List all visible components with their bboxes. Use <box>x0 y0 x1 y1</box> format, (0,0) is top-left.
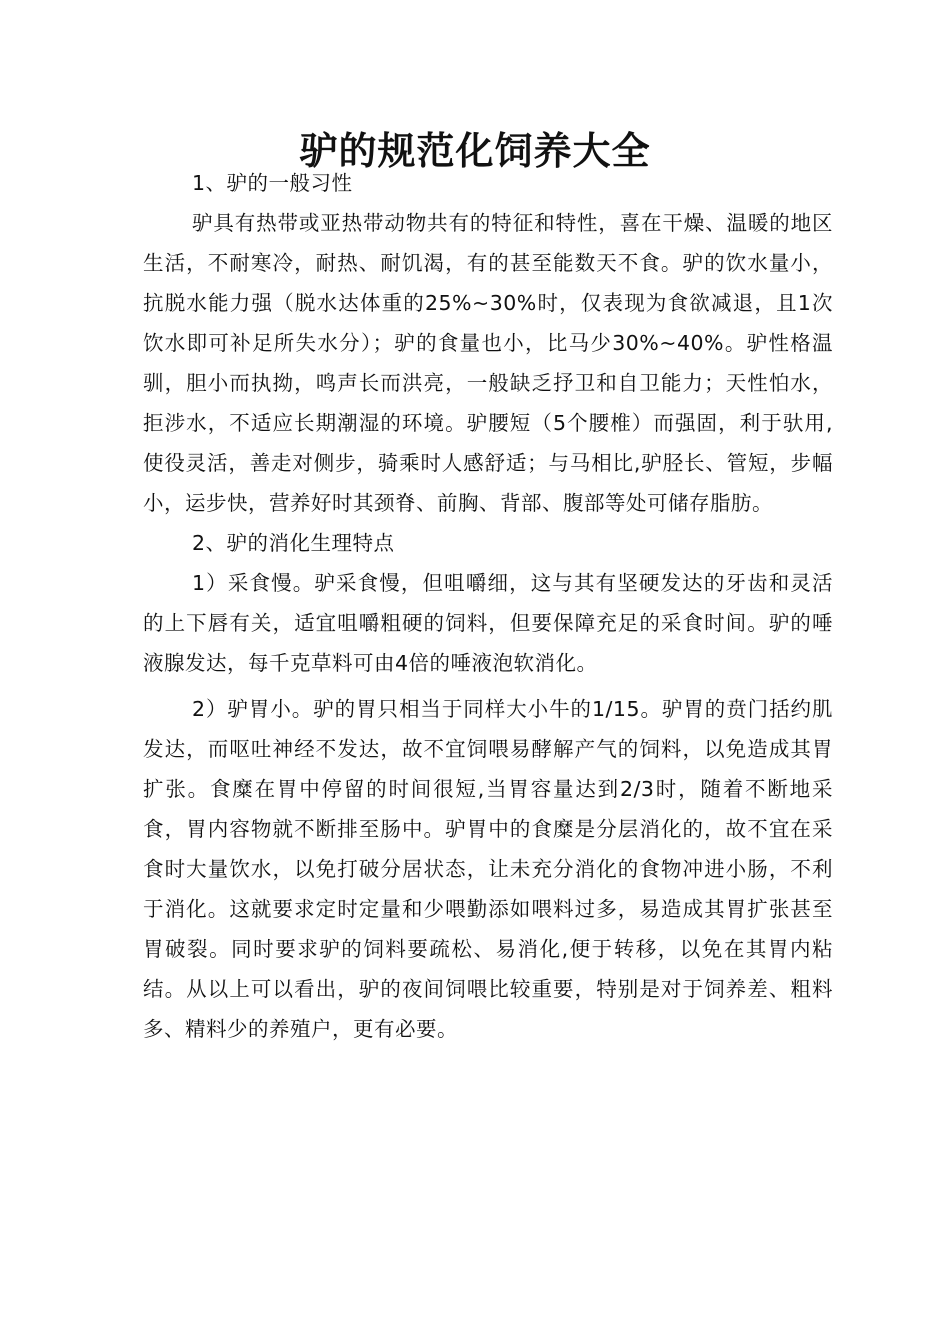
section-heading-digestion: 2、驴的消化生理特点 <box>192 531 395 555</box>
document-title: 驴的规范化饲养大全 <box>299 128 651 174</box>
paragraph-habits: 驴具有热带或亚热带动物共有的特征和特性，喜在干燥、温暖的地区生活，不耐寒冷，耐热、耐饥渴，有的甚至能数天不食。驴的饮水量小，抗脱水能力强（脱水达体重的25%~30%时，仅表现为食欲减退，且1次饮水即可补足所失水分）；驴的食量也小，比马少30%~40%。驴性格温驯，胆小而执拗，鸣声长而洪亮，一般缺乏抒卫和自卫能力；天性怕水，拒涉水，不适应长期潮湿的环境。驴腰短（5个腰椎）而强固，利于驮用,使役灵活，善走对侧步，骑乘时人感舒适；与马相比,驴胫长、管短，步幅小，运步快，营养好时其颈脊、前胸、背部、腹部等处可储存脂肪。 <box>143 211 833 515</box>
paragraph-slow-feeding: 1）采食慢。驴采食慢，但咀嚼细，这与其有坚硬发达的牙齿和灵活的上下唇有关，适宜咀嚼粗硬的饲料，但要保障充足的采食时间。驴的唾液腺发达，每千克草料可由4倍的唾液泡软消化。 <box>143 571 833 675</box>
paragraph-small-stomach: 2）驴胃小。驴的胃只相当于同样大小牛的1/15。驴胃的贲门括约肌发达，而呕吐神经不发达，故不宜饲喂易酵解产气的饲料，以免造成其胃扩张。食糜在胃中停留的时间很短,当胃容量达到2/3时，随着不断地采食，胃内容物就不断排至肠中。驴胃中的食糜是分层消化的，故不宜在采食时大量饮水，以免打破分居状态，让未充分消化的食物冲进小肠，不利于消化。这就要求定时定量和少喂勤添如喂料过多，易造成其胃扩张甚至胃破裂。同时要求驴的饲料要疏松、易消化,便于转移，以免在其胃内粘结。从以上可以看出，驴的夜间饲喂比较重要，特别是对于饲养差、粗料多、精料少的养殖户，更有必要。 <box>143 697 833 1041</box>
document-body <box>143 163 833 1049</box>
section-heading-habits: 1、驴的一般习性 <box>192 171 353 195</box>
